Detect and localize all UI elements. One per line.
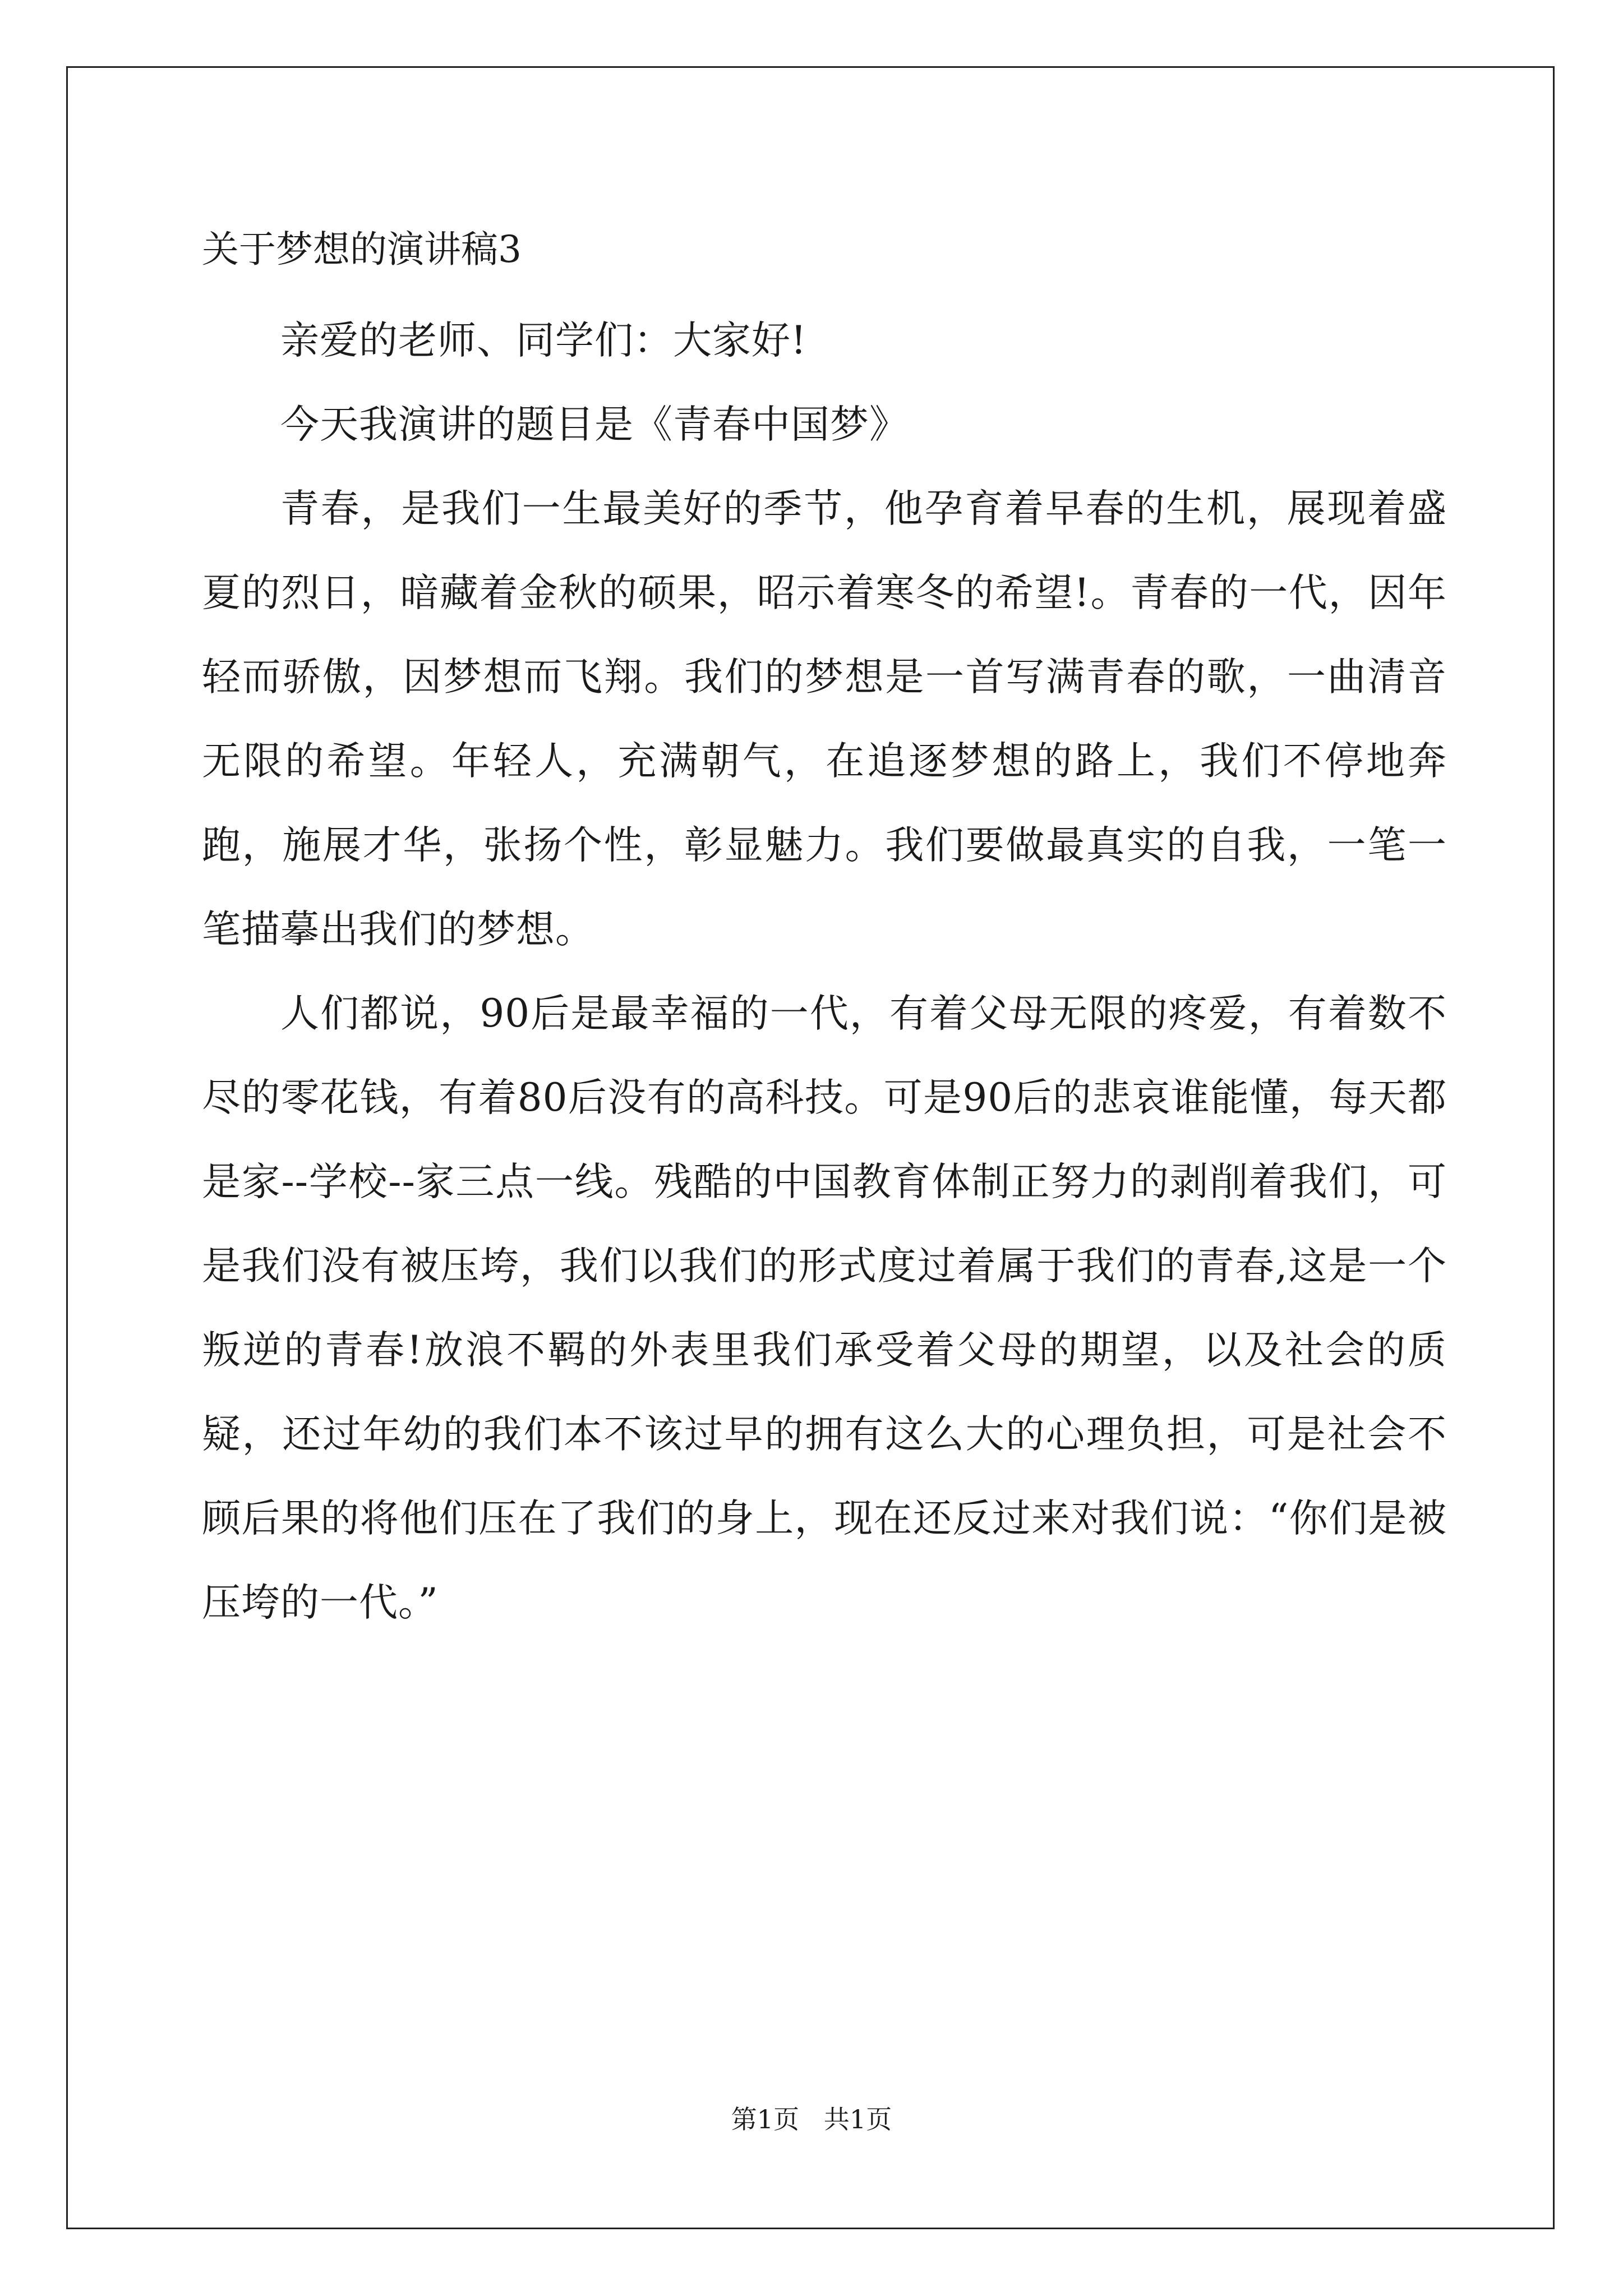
- paragraph-youth: 青春，是我们一生最美好的季节，他孕育着早春的生机，展现着盛夏的烈日，暗藏着金秋的硕果，昭示着寒冬的希望!。青春的一代，因年轻而骄傲，因梦想而飞翔。我们的梦想是一首写满青春的歌，一曲清音无限的希望。年轻人，充满朝气，在追逐梦想的路上，我们不停地奔跑，施展才华，张扬个性，彰显魅力。我们要做最真实的自我，一笔一笔描摹出我们的梦想。: [202, 486, 1447, 952]
- paragraph-topic: 今天我演讲的题目是《青春中国梦》: [280, 402, 909, 447]
- paragraph-post90s: 人们都说，90后是最幸福的一代，有着父母无限的疼爱，有着数不尽的零花钱，有着80后没有的高科技。可是90后的悲哀谁能懂，每天都是家--学校--家三点一线。残酷的中国教育体制正努力的剥削着我们，可是我们没有被压垮，我们以我们的形式度过着属于我们的青春,这是一个叛逆的青春!放浪不羁的外表里我们承受着父母的期望，以及社会的质疑，还过年幼的我们本不该过早的拥有这么大的心理负担，可是社会不顾后果的将他们压在了我们的身上，现在还反过来对我们说：“你们是被压垮的一代。”: [202, 991, 1447, 1625]
- paragraph-greeting: 亲爱的老师、同学们：大家好!: [280, 318, 807, 363]
- document-body: [202, 219, 1447, 1645]
- page-number: 第1页 共1页: [731, 2104, 892, 2134]
- document-title: 关于梦想的演讲稿3: [202, 228, 522, 271]
